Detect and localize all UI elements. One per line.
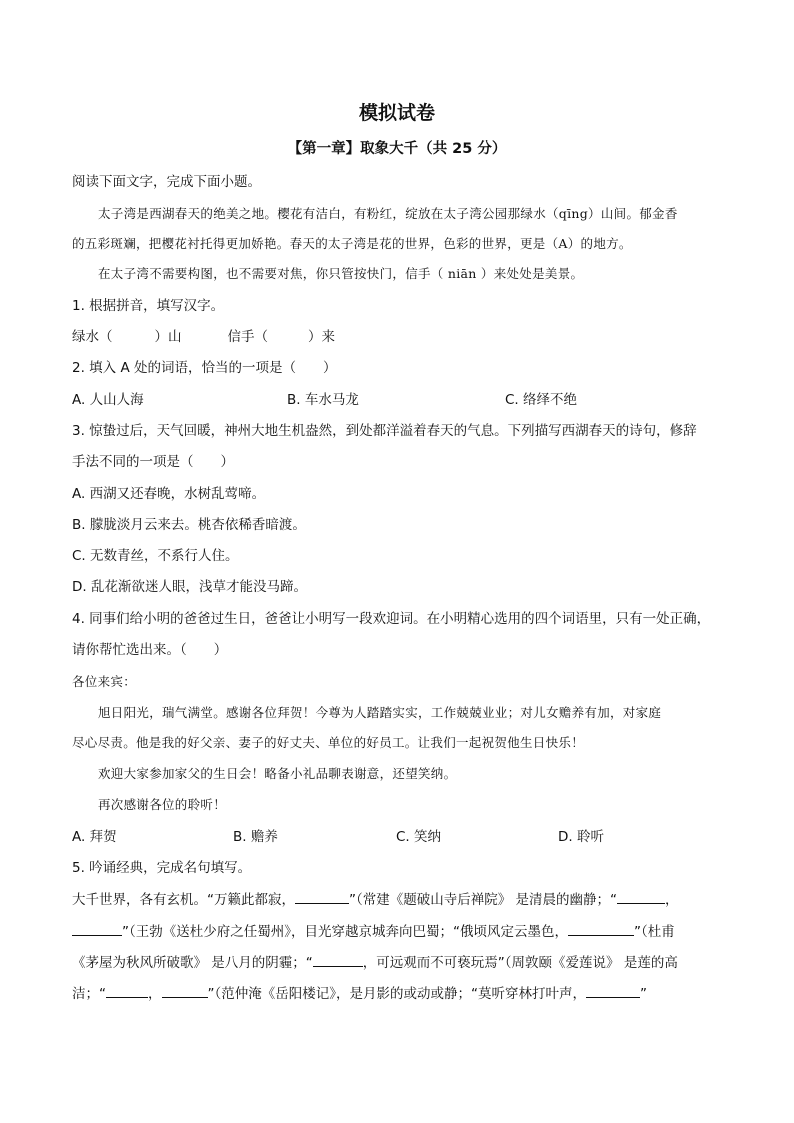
fill-blank[interactable] — [162, 983, 208, 998]
fill-blank[interactable] — [295, 889, 349, 904]
fill-line-4: 洁；“ ， ”（范仲淹《岳阳楼记》，是月影的或动或静；“莫听穿林打叶声， ” — [72, 983, 732, 1004]
fill-blank[interactable] — [568, 921, 634, 936]
blank-a-label: 绿水（ — [72, 329, 113, 345]
letter-line: 旭日阳光，瑞气满堂。感谢各位拜贺！今尊为人踏踏实实，工作兢兢业业；对儿女赡养有加，对家庭 — [98, 705, 662, 720]
letter-line: 尽心尽责。他是我的好父亲、妻子的好丈夫、单位的好员工。让我们一起祝贺他生日快乐！ — [72, 735, 585, 750]
question-4-stem: 请你帮忙选出来。（ ） — [72, 642, 228, 658]
letter-line: 欢迎大家参加家父的生日会！略备小礼品聊表谢意，还望笑纳。 — [98, 766, 457, 781]
question-4-option-a[interactable]: A. 拜贺 — [72, 829, 117, 845]
question-3-option-c[interactable]: C. 无数青丝，不系行人住。 — [72, 548, 239, 564]
chapter-heading: 【第一章】取象大千（共 25 分） — [287, 141, 507, 157]
blank-b-label: 信手（ — [227, 329, 268, 345]
passage-line: 的五彩斑斓，把樱花衬托得更加娇艳。春天的太子湾是花的世界，色彩的世界，更是（A）的地方。 — [72, 236, 632, 251]
question-1-blanks — [72, 327, 732, 347]
question-4-option-d[interactable]: D. 聆听 — [558, 829, 604, 845]
fill-line-3: 《茅屋为秋风所破歌》 是八月的阴霾；“ ，可远观而不可亵玩焉”（周敦颐《爱莲说》 是莲的高 — [72, 952, 732, 973]
passage-line: 太子湾是西湖春天的绝美之地。樱花有洁白，有粉红，绽放在太子湾公园那绿水（qīng）山间。郁金香 — [98, 206, 678, 221]
fill-blank[interactable] — [617, 889, 665, 904]
passage-line: 在太子湾不需要构图，也不需要对焦，你只管按快门，信手（ niān ）来处处是美景。 — [98, 266, 584, 281]
blank-b-end: ）来 — [308, 329, 335, 345]
page-title: 模拟试卷 — [358, 102, 435, 124]
letter-greeting: 各位来宾： — [72, 674, 137, 689]
question-4-option-c[interactable]: C. 笑纳 — [396, 829, 442, 845]
question-3-stem: 手法不同的一项是（ ） — [72, 454, 234, 470]
fill-blank[interactable] — [72, 921, 122, 936]
letter-line: 再次感谢各位的聆听！ — [98, 797, 227, 812]
reading-instruction: 阅读下面文字，完成下面小题。 — [72, 174, 261, 190]
question-4-stem: 4. 同事们给小明的爸爸过生日，爸爸让小明写一段欢迎词。在小明精心选用的四个词语里，只有一处正确， — [72, 611, 711, 627]
question-2-option-a[interactable]: A. 人山人海 — [72, 392, 144, 408]
question-3-option-a[interactable]: A. 西湖又还春晚，水树乱莺啼。 — [72, 486, 266, 502]
question-2-option-b[interactable]: B. 车水马龙 — [287, 392, 359, 408]
question-1-stem: 1. 根据拼音，填写汉字。 — [72, 298, 225, 314]
fill-line-1: 大千世界，各有玄机。“万籁此都寂， ”（常建《题破山寺后禅院》 是清晨的幽静；“ ， — [72, 889, 732, 910]
question-5-stem: 5. 吟诵经典，完成名句填写。 — [72, 860, 252, 876]
question-3-option-d[interactable]: D. 乱花渐欲迷人眼，浅草才能没马蹄。 — [72, 579, 307, 595]
fill-blank[interactable] — [106, 983, 148, 998]
question-3-option-b[interactable]: B. 朦胧淡月云来去。桃杏依稀香暗渡。 — [72, 517, 306, 533]
question-3-stem: 3. 惊蛰过后，天气回暖，神州大地生机盎然，到处都洋溢着春天的气息。下列描写西湖春天的诗句，修辞 — [72, 423, 697, 439]
fill-blank[interactable] — [586, 983, 640, 998]
question-2-stem: 2. 填入 A 处的词语，恰当的一项是（ ） — [72, 360, 337, 376]
fill-line-2: ”（王勃《送杜少府之任蜀州》，目光穿越京城奔向巴蜀；“俄顷风定云墨色， ”（杜甫 — [72, 921, 732, 942]
question-2-option-c[interactable]: C. 络绎不绝 — [505, 392, 578, 408]
fill-blank[interactable] — [313, 952, 363, 967]
blank-a-end: ）山 — [154, 329, 182, 345]
question-4-option-b[interactable]: B. 赡养 — [233, 829, 278, 845]
